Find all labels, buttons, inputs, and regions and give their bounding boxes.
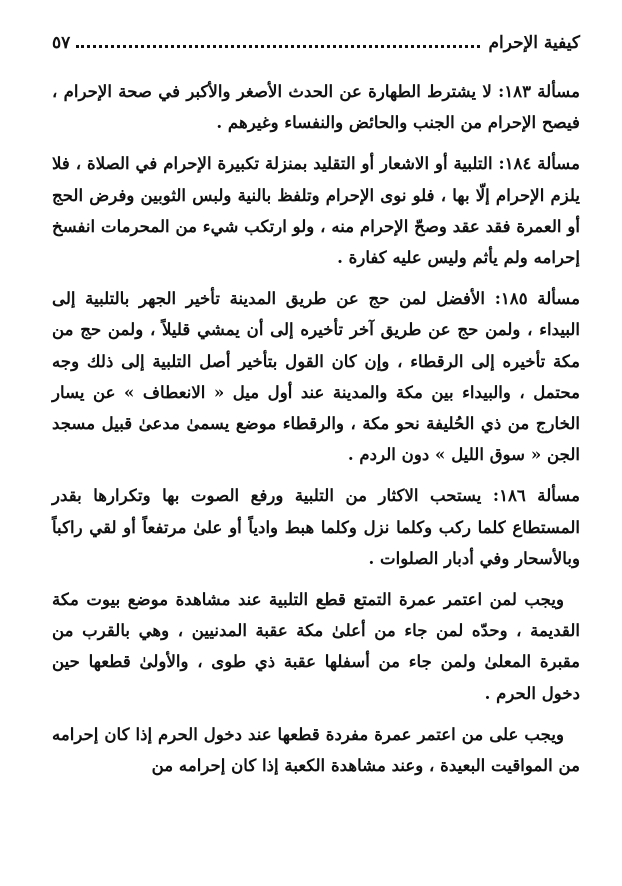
page-body bbox=[52, 76, 580, 781]
issue-label: مسألة ١٨٥: bbox=[494, 288, 580, 309]
paragraph-text: التلبية أو الاشعار أو التقليد بمنزلة تكبيرة الإحرام في الصلاة ، فلا يلزم الإحرام إلّا بها ، فلو نوى الإحرام وتلفظ بالنية ولبس الثوبين وفرض الحج أو العمرة فقد عقد وصحّ الإحرام منه ، ولو ارتكب شيء من المحرمات انفسخ إحرامه ولم يأثم وليس عليه كفارة . bbox=[52, 153, 580, 268]
page-number: ٥٧ bbox=[52, 33, 71, 53]
running-header bbox=[52, 26, 580, 56]
paragraph-text: يستحب الاكثار من التلبية ورفع الصوت بها وتكرارها بقدر المستطاع كلما ركب وكلما نزل وكلما هبط وادياً أو علىٰ مرتفعاً أو لقي راكباً وبالأسحار وفي أدبار الصلوات . bbox=[52, 485, 580, 568]
paragraph-issue-184 bbox=[52, 148, 580, 273]
document-page bbox=[52, 26, 580, 791]
paragraph-text: لا يشترط الطهارة عن الحدث الأصغر والأكبر في صحة الإحرام ، فيصح الإحرام من الجنب والحائض والنفساء وغيرهم . bbox=[52, 81, 580, 133]
paragraph-tamattu-talbiya bbox=[52, 584, 580, 709]
paragraph-issue-186 bbox=[52, 480, 580, 574]
chapter-title: كيفية الإحرام bbox=[488, 33, 580, 53]
paragraph-text: ويجب لمن اعتمر عمرة التمتع قطع التلبية عند مشاهدة موضع بيوت مكة القديمة ، وحدّه لمن جاء من أعلىٰ مكة عقبة المدنيين ، وهي بالقرب من مقبرة المعلىٰ ولمن جاء من أسفلها عقبة ذي طوى ، والأولىٰ قطعها حين دخول الحرم . bbox=[52, 589, 580, 703]
paragraph-mufrada-talbiya bbox=[52, 719, 580, 781]
paragraph-text: ويجب على من اعتمر عمرة مفردة قطعها عند دخول الحرم إذا كان إحرامه من المواقيت البعيدة ، وعند مشاهدة الكعبة إذا كان إحرامه من bbox=[52, 723, 580, 776]
paragraph-text: الأفضل لمن حج عن طريق المدينة تأخير الجهر بالتلبية إلى البيداء ، ولمن حج عن طريق آخر تأخيره إلى أن يمشي قليلاً ، ولمن حج من مكة تأخيره إلى الرقطاء ، وإن كان القول بتأخير أصل التلبية إلى ذلك وجه محتمل ، والبيداء بين مكة والمدينة عند أول ميل « الانعطاف » عن يسار الخارج من ذي الحُليفة نحو مكة ، والرقطاء موضع يسمىٰ مدعىٰ قبيل مسجد الجن « سوق الليل » دون الردم . bbox=[52, 288, 580, 465]
issue-label: مسألة ١٨٤: bbox=[498, 153, 580, 174]
header-leader-dots bbox=[76, 45, 480, 48]
paragraph-issue-183 bbox=[52, 76, 580, 138]
paragraph-issue-185 bbox=[52, 283, 580, 470]
issue-label: مسألة ١٨٣: bbox=[498, 81, 580, 101]
issue-label: مسألة ١٨٦: bbox=[492, 485, 580, 506]
